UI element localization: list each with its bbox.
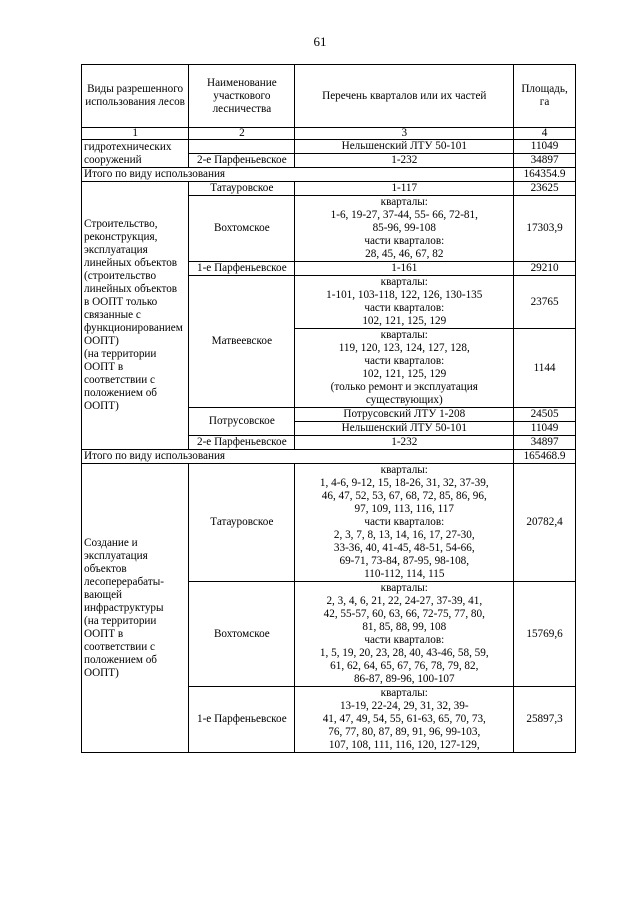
area-cell: 15769,6 — [514, 582, 576, 687]
table-row — [82, 140, 576, 154]
forestry-cell: 2-е Парфеньевское — [189, 154, 295, 168]
text-line: положением об — [84, 387, 157, 399]
text-line: 61, 62, 64, 65, 67, 76, 78, 79, 82, — [330, 660, 479, 672]
total-label: Итого по виду использования — [82, 450, 514, 464]
text-line: 110-112, 114, 115 — [364, 568, 445, 580]
text-line: 85-96, 99-108 — [372, 222, 436, 234]
forestry-cell: Матвеевское — [189, 276, 295, 408]
text-line: гидротехнических — [84, 140, 172, 153]
forestry-cell: Потрусовское — [189, 408, 295, 436]
use-type-cell — [82, 464, 189, 753]
total-row — [82, 168, 576, 182]
header-forestry: Наименование участкового лесничества — [189, 65, 295, 128]
forestry-cell: 2-е Парфеньевское — [189, 436, 295, 450]
text-line: 97, 109, 113, 116, 117 — [354, 503, 454, 515]
table-header-row — [82, 65, 576, 128]
text-line: кварталы: — [380, 687, 428, 699]
text-line: части кварталов: — [364, 516, 445, 528]
text-line: лесоперерабаты- — [84, 575, 164, 588]
quarters-cell — [295, 329, 514, 408]
forestry-cell: Татауровское — [189, 464, 295, 582]
text-line: функционированием — [84, 322, 183, 334]
text-line: (на территории — [84, 348, 157, 360]
text-line: в ООПТ только — [84, 296, 158, 308]
text-line: 69-71, 73-84, 87-95, 98-108, — [339, 555, 470, 567]
text-line: 76, 77, 80, 87, 89, 91, 96, 99-103, — [328, 726, 481, 738]
use-type-cell — [82, 182, 189, 450]
text-line: ООПТ в — [84, 627, 124, 640]
text-line: 2, 3, 4, 6, 21, 22, 24-27, 37-39, 41, — [326, 595, 483, 607]
quarters-cell — [295, 276, 514, 329]
area-cell: 29210 — [514, 262, 576, 276]
area-cell: 24505 — [514, 408, 576, 422]
text-line: кварталы: — [380, 196, 428, 208]
forestry-cell: 1-е Парфеньевское — [189, 262, 295, 276]
text-line: 2, 3, 7, 8, 13, 14, 16, 17, 27-30, — [333, 529, 475, 541]
text-line: объектов — [84, 562, 127, 575]
area-cell: 11049 — [514, 422, 576, 436]
column-index: 2 — [189, 128, 295, 140]
text-line: части кварталов: — [364, 235, 445, 247]
text-line: эксплуатация — [84, 244, 148, 256]
table-row — [82, 464, 576, 582]
area-cell: 23625 — [514, 182, 576, 196]
text-line: 28, 45, 46, 67, 82 — [365, 248, 444, 260]
area-cell: 17303,9 — [514, 196, 576, 262]
text-line: 107, 108, 111, 116, 120, 127-129, — [328, 739, 480, 751]
column-index: 3 — [295, 128, 514, 140]
use-type-cell — [82, 140, 189, 168]
total-value: 164354.9 — [514, 168, 576, 182]
area-cell: 34897 — [514, 154, 576, 168]
area-cell: 25897,3 — [514, 687, 576, 753]
text-line: связанные с — [84, 309, 141, 321]
text-line: кварталы: — [380, 582, 428, 594]
text-line: реконструкция, — [84, 231, 158, 243]
text-line: кварталы: — [380, 464, 428, 476]
text-line: 119, 120, 123, 124, 127, 128, — [338, 342, 470, 354]
text-line: 86-87, 89-96, 100-107 — [353, 673, 455, 685]
text-line: Строительство, — [84, 218, 158, 230]
quarters-cell: 1-161 — [295, 262, 514, 276]
text-line: кварталы: — [380, 276, 428, 288]
forestry-cell: 1-е Парфеньевское — [189, 687, 295, 753]
text-line: 102, 121, 125, 129 — [362, 368, 447, 380]
area-cell: 20782,4 — [514, 464, 576, 582]
text-line: сооружений — [84, 153, 142, 166]
text-line: эксплуатация — [84, 549, 148, 562]
text-line: 1-101, 103-118, 122, 126, 130-135 — [326, 289, 483, 301]
text-line: 1-6, 19-27, 37-44, 55- 66, 72-81, — [330, 209, 478, 221]
text-line: существующих) — [365, 394, 443, 406]
text-line: соответствии с — [84, 374, 155, 386]
quarters-cell — [295, 687, 514, 753]
text-line: ООПТ) — [84, 400, 119, 412]
text-line: линейных объектов — [84, 283, 178, 295]
total-label: Итого по виду использования — [82, 168, 514, 182]
text-line: ООПТ) — [84, 666, 119, 679]
column-index-row — [82, 128, 576, 140]
quarters-cell: 1-232 — [295, 154, 514, 168]
text-line: части кварталов: — [364, 302, 445, 314]
text-line: 41, 47, 49, 54, 55, 61-63, 65, 70, 73, — [322, 713, 486, 725]
quarters-cell — [295, 196, 514, 262]
forest-use-table — [81, 64, 576, 753]
text-line: кварталы: — [380, 329, 428, 341]
text-line: (строительство — [84, 270, 157, 282]
text-line: инфраструктуры — [84, 601, 164, 614]
table-row — [82, 182, 576, 196]
text-line: линейных объектов — [84, 257, 178, 269]
text-line: 46, 47, 52, 53, 67, 68, 72, 85, 86, 96, — [321, 490, 487, 502]
quarters-cell: Нельшенский ЛТУ 50-101 — [295, 140, 514, 154]
area-cell: 11049 — [514, 140, 576, 154]
forestry-cell — [189, 140, 295, 154]
header-quarters: Перечень кварталов или их частей — [295, 65, 514, 128]
text-line: 33-36, 40, 41-45, 48-51, 54-66, — [333, 542, 475, 554]
text-line: 102, 121, 125, 129 — [362, 315, 447, 327]
column-index: 1 — [82, 128, 189, 140]
text-line: 1, 4-6, 9-12, 15, 18-26, 31, 32, 37-39, — [319, 477, 489, 489]
column-index: 4 — [514, 128, 576, 140]
quarters-cell: 1-232 — [295, 436, 514, 450]
area-cell: 34897 — [514, 436, 576, 450]
quarters-cell: 1-117 — [295, 182, 514, 196]
text-line: 81, 85, 88, 99, 108 — [362, 621, 447, 633]
text-line: 42, 55-57, 60, 63, 66, 72-75, 77, 80, — [323, 608, 485, 620]
forestry-cell: Вохтомское — [189, 196, 295, 262]
area-cell: 1144 — [514, 329, 576, 408]
text-line: части кварталов: — [364, 355, 445, 367]
text-line: ООПТ) — [84, 335, 119, 347]
header-area: Площадь, га — [514, 65, 576, 128]
total-value: 165468.9 — [514, 450, 576, 464]
forestry-cell: Вохтомское — [189, 582, 295, 687]
forestry-cell: Татауровское — [189, 182, 295, 196]
text-line: положением об — [84, 653, 157, 666]
text-line: 1, 5, 19, 20, 23, 28, 40, 43-46, 58, 59, — [319, 647, 489, 659]
header-use-type: Виды разрешенного использования лесов — [82, 65, 189, 128]
text-line: вающей — [84, 588, 123, 601]
quarters-cell — [295, 582, 514, 687]
quarters-cell — [295, 464, 514, 582]
quarters-cell: Потрусовский ЛТУ 1-208 — [295, 408, 514, 422]
page-number: 61 — [313, 34, 327, 49]
text-line: ООПТ в — [84, 361, 124, 373]
total-row — [82, 450, 576, 464]
text-line: (только ремонт и эксплуатация — [330, 381, 478, 393]
area-cell: 23765 — [514, 276, 576, 329]
text-line: (на территории — [84, 614, 157, 627]
text-line: 13-19, 22-24, 29, 31, 32, 39- — [339, 700, 469, 712]
quarters-cell: Нельшенский ЛТУ 50-101 — [295, 422, 514, 436]
text-line: части кварталов: — [364, 634, 445, 646]
text-line: соответствии с — [84, 640, 155, 653]
text-line: Создание и — [84, 536, 138, 549]
